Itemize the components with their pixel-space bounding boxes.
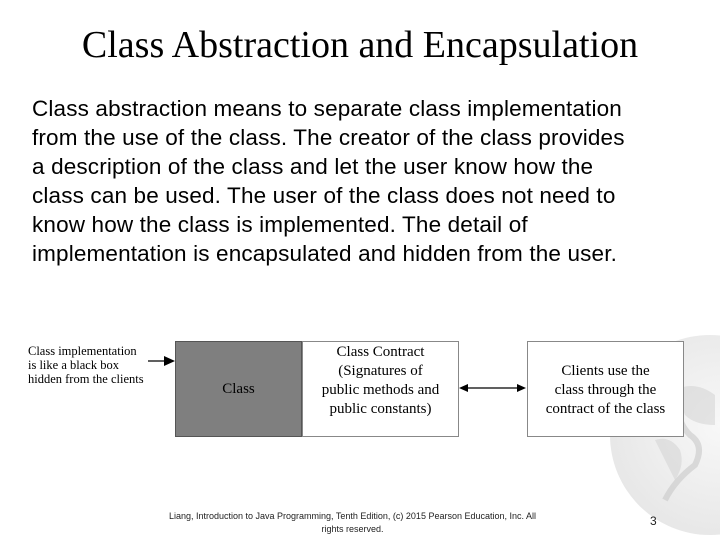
diagram-arrows [0,330,720,450]
class-box-label: Class [222,380,255,397]
footer-copyright [140,510,565,536]
footer-line: Liang, Introduction to Java Programming, Tenth Edition, (c) 2015 Pearson Education, Inc. All [168,511,537,521]
contract-line: Class Contract [336,344,425,360]
body-line: implementation is encapsulated and hidden from the user. [32,241,618,266]
body-line: know how the class is implemented. The detail of [32,212,528,237]
body-line: a description of the class and let the user know how the [32,154,594,179]
slide-title: Class Abstraction and Encapsulation [81,24,639,66]
note-line: is like a black box [28,358,119,372]
clients-line: contract of the class [545,401,666,417]
clients-line: Clients use the [561,363,650,379]
encapsulation-diagram [0,330,720,450]
note-line: hidden from the clients [28,372,144,386]
note-line: Class implementation [28,344,137,358]
bidirectional-arrow [459,384,526,392]
contract-line: public constants) [329,401,432,417]
clients-line: class through the [554,382,657,398]
contract-line: public methods and [321,382,440,398]
page-number: 3 [650,514,657,528]
footer-line: rights reserved. [321,524,384,534]
body-line: class can be used. The user of the class does not need to [32,183,616,208]
body-line: Class abstraction means to separate class implementation [32,96,622,121]
body-paragraph [32,94,702,268]
contract-line: (Signatures of [338,363,423,379]
body-line: from the use of the class. The creator of the class provides [32,125,625,150]
note-arrow [148,356,175,366]
